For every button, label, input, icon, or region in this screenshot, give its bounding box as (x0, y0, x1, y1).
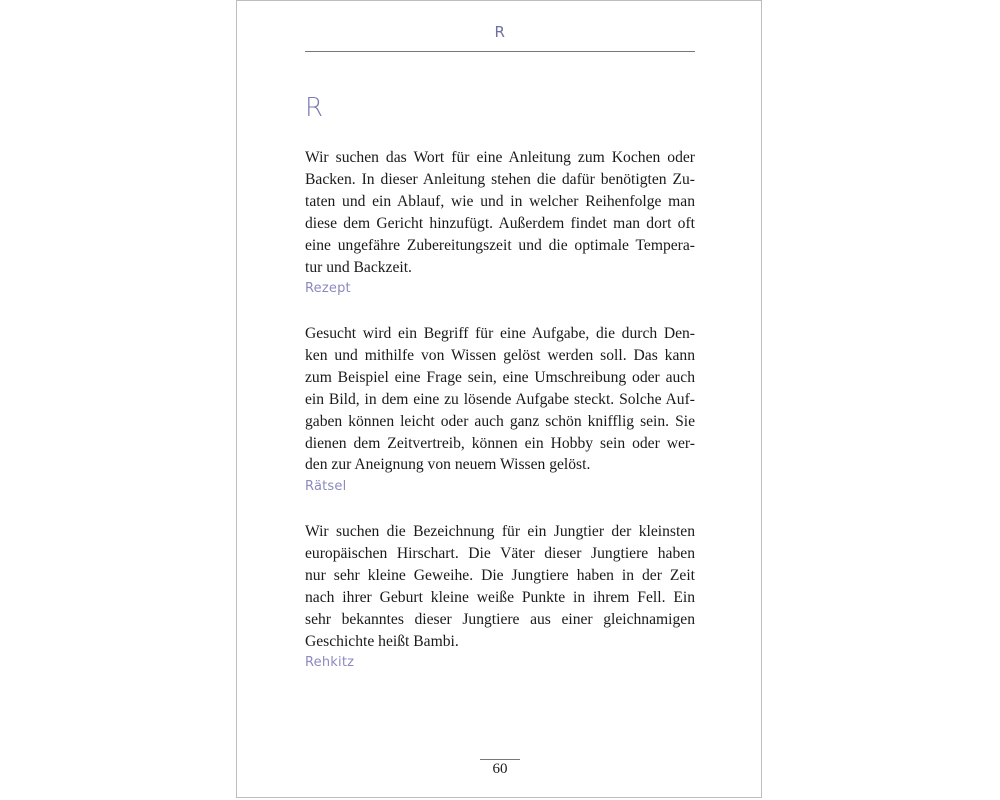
riddle-line: Wir suchen das Wort für eine Anleitung zum Kochen oder (305, 149, 695, 166)
riddle-line: dienen dem Zeitvertreib, können ein Hobby sein oder wer- (305, 434, 695, 452)
riddle-line: Wir suchen die Bezeichnung für ein Jungtier der kleinsten (305, 523, 695, 540)
book-page (236, 0, 762, 798)
riddle-line: Geschichte heißt Bambi. (305, 632, 459, 650)
riddle-answer-1: Rezept (305, 281, 351, 297)
riddle-text-3 (305, 521, 695, 652)
riddle-line: europäischen Hirschart. Die Väter dieser Jungtiere haben (305, 544, 695, 562)
riddle-answer-3: Rehkitz (305, 655, 355, 671)
riddle-line: eine ungefähre Zubereitungszeit und die optimale Tempera- (305, 236, 695, 254)
riddle-text-1 (305, 147, 695, 278)
riddle-line: zum Beispiel eine Frage sein, eine Umschreibung oder auch (305, 368, 695, 386)
riddle-line: Backen. In dieser Anleitung stehen die dafür benötigten Zu- (305, 170, 695, 188)
footer-rule (480, 759, 520, 760)
riddle-line: diese dem Gericht hinzufügt. Außerdem findet man dort oft (305, 214, 695, 232)
section-letter: R (305, 93, 324, 123)
riddle-line: ken und mithilfe von Wissen gelöst werden soll. Das kann (305, 346, 695, 364)
riddle-entry-2 (305, 323, 695, 497)
riddle-entry-3 (305, 521, 695, 673)
riddle-line: taten und ein Ablauf, wie und in welcher Reihenfolge man (305, 192, 695, 210)
riddle-line: gaben können leicht oder auch ganz schön knifflig sein. Sie (305, 412, 695, 430)
riddle-answer-2: Rätsel (305, 479, 347, 495)
riddle-line: sehr bekanntes dieser Jungtiere aus einer gleichnamigen (305, 610, 695, 628)
page-number: 60 (492, 761, 508, 777)
riddle-text-2 (305, 323, 695, 476)
running-head: R (494, 23, 506, 41)
riddle-line: tur und Backzeit. (305, 258, 412, 276)
riddle-line: den zur Aneignung von neuem Wissen gelöst. (305, 456, 591, 474)
riddle-line: nur sehr kleine Geweihe. Die Jungtiere haben in der Zeit (305, 566, 695, 584)
riddle-entry-1 (305, 147, 695, 299)
header-rule (305, 51, 695, 52)
riddle-line: Gesucht wird ein Begriff für eine Aufgabe, die durch Den- (305, 325, 695, 342)
riddle-line: nach ihrer Geburt kleine weiße Punkte in ihrem Fell. Ein (305, 588, 695, 606)
riddle-line: ein Bild, in dem eine zu lösende Aufgabe steckt. Solche Auf- (305, 390, 695, 408)
